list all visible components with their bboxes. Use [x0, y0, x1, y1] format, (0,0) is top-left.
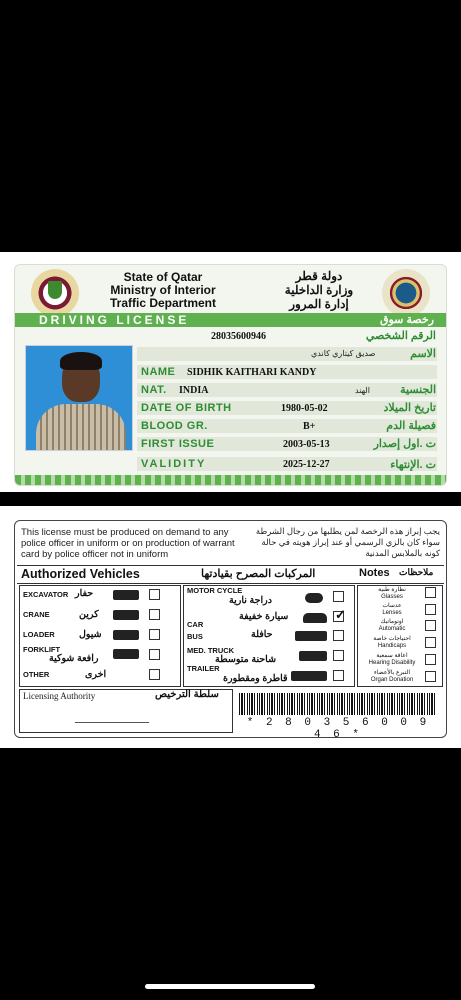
- bus-icon: [295, 631, 327, 641]
- license-number: 28035600946: [211, 331, 266, 342]
- vehicle-forklift: FORKLIFT: [23, 645, 61, 654]
- vehicle-crane-ar: كرين: [79, 609, 99, 620]
- vehicle-trailer-ar: قاطرة ومقطورة: [223, 673, 288, 684]
- barcode: [239, 693, 437, 715]
- driving-license-title: DRIVING LICENSE: [39, 313, 190, 327]
- checkbox-glasses: [425, 587, 436, 598]
- checkbox-other: [149, 669, 160, 680]
- note-glasses: نظارة طبية Glasses: [378, 587, 406, 600]
- qatar-ministry-emblem-icon: [31, 269, 79, 317]
- bottom-pattern: [15, 475, 446, 485]
- vehicle-motorcycle: MOTOR CYCLE: [187, 586, 243, 595]
- notice-arabic: يجب إبراز هذه الرخصة لمن يطلبها من رجال الشرطة سواء كان بالزي الرسمي أو عند إبراز هويته في حالة كونه بالملابس المدنية: [255, 526, 440, 558]
- vehicle-motorcycle-ar: دراجة نارية: [229, 595, 272, 606]
- vehicle-crane: CRANE: [23, 610, 50, 619]
- barcode-number: * 2 8 0 3 5 6 0 0 9 4 6 *: [246, 717, 430, 738]
- note-hearing: اعاقة سمعية Hearing Disability: [368, 653, 416, 666]
- vehicle-other-ar: اخرى: [85, 669, 107, 680]
- checkbox-handicaps: [425, 637, 436, 648]
- name-value: SIDHIK KAITHARI KANDY: [187, 367, 317, 378]
- car-icon: [303, 613, 327, 623]
- nationality-label-ar: الجنسية: [400, 384, 436, 396]
- checkbox-forklift: [149, 649, 160, 660]
- name-label: NAME: [141, 366, 176, 378]
- note-handicaps: احتياجات خاصة Handicaps: [373, 636, 411, 649]
- driving-license-bar: [15, 313, 446, 327]
- note-lenses: عدسات Lenses: [382, 603, 402, 616]
- checkbox-trailer: [333, 670, 344, 681]
- authorized-vehicles-title: Authorized Vehicles: [21, 567, 140, 581]
- vehicle-loader: LOADER: [23, 630, 55, 639]
- checkbox-crane: [149, 609, 160, 620]
- gcc-emblem-icon: [382, 269, 430, 317]
- vehicle-excavator: EXCAVATOR: [23, 590, 69, 599]
- checkbox-motorcycle: [333, 591, 344, 602]
- driving-license-title-ar: رخصة سوق: [379, 314, 434, 326]
- nationality-value: INDIA: [179, 385, 209, 396]
- license-front: [14, 264, 447, 486]
- validity-label: VALIDITY: [141, 458, 207, 470]
- authorized-vehicles-title-ar: المركبات المصرح بقيادتها: [201, 568, 316, 580]
- nationality-arabic: الهند: [355, 386, 370, 395]
- motorcycle-icon: [305, 593, 323, 603]
- vehicle-bus-ar: حافلة: [251, 629, 273, 640]
- checkbox-loader: [149, 629, 160, 640]
- notice-english: This license must be produced on demand to any police officer in uniform or on production of warrant card by police officer not in uniform: [21, 527, 235, 560]
- licensing-authority-label: Licensing Authority: [23, 691, 96, 701]
- vehicle-forklift-ar: رافعة شوكية: [49, 653, 99, 664]
- blood-group-value: B+: [303, 421, 316, 432]
- car-check-mark: ✓: [335, 607, 346, 622]
- dob-value: 1980-05-02: [281, 403, 328, 414]
- checkbox-hearing: [425, 654, 436, 665]
- checkbox-bus: [333, 630, 344, 641]
- truck-icon: [299, 651, 327, 661]
- note-automatic: اوتوماتيك Automatic: [378, 619, 406, 632]
- vehicle-med-truck-ar: شاحنة متوسطة: [215, 654, 277, 665]
- validity-value: 2025-12-27: [283, 459, 330, 470]
- authority-signature: [75, 705, 149, 723]
- personal-number-label-ar: الرقم الشخصي: [365, 330, 436, 342]
- nationality-label: NAT.: [141, 384, 167, 396]
- vehicle-car-ar: سيارة خفيفة: [239, 611, 289, 622]
- loader-icon: [113, 630, 139, 640]
- vehicle-trailer: TRAILER: [187, 664, 220, 673]
- checkbox-automatic: [425, 620, 436, 631]
- notes-title: Notes: [359, 567, 390, 579]
- trailer-icon: [291, 671, 327, 681]
- forklift-icon: [113, 649, 139, 659]
- checkbox-excavator: [149, 589, 160, 600]
- vehicle-car: CAR: [187, 620, 204, 629]
- name-label-ar: الاسم: [410, 348, 436, 360]
- blood-group-label: BLOOD GR.: [141, 420, 208, 432]
- holder-photo: [25, 345, 133, 451]
- excavator-icon: [113, 590, 139, 600]
- name-arabic: صديق كيتاري كاندي: [311, 349, 376, 358]
- note-organ-donation: التبرع بالأعضاء Organ Donation: [370, 670, 414, 683]
- validity-label-ar: ت .الإنتهاء: [390, 459, 436, 471]
- dob-label: DATE OF BIRTH: [141, 402, 232, 414]
- checkbox-med-truck: [333, 650, 344, 661]
- vehicle-excavator-ar: حفار: [75, 588, 94, 599]
- dob-label-ar: تاريخ الميلاد: [383, 402, 436, 414]
- header-english: State of Qatar Ministry of Interior Traffic Department: [109, 270, 217, 310]
- vehicle-loader-ar: شيول: [79, 629, 102, 640]
- crane-icon: [113, 610, 139, 620]
- vehicle-bus: BUS: [187, 632, 203, 641]
- first-issue-value: 2003-05-13: [283, 439, 330, 450]
- blood-group-label-ar: فصيلة الدم: [386, 420, 436, 432]
- vehicle-other: OTHER: [23, 670, 50, 679]
- license-back: [14, 520, 447, 738]
- checkbox-lenses: [425, 604, 436, 615]
- licensing-authority-label-ar: سلطة الترخيص: [155, 689, 219, 700]
- first-issue-label-ar: ت .اول إصدار: [373, 438, 436, 450]
- home-indicator[interactable]: [145, 984, 315, 989]
- header-arabic: دولة قطر وزارة الداخلية إدارة المرور: [284, 269, 354, 311]
- checkbox-organ-donation: [425, 671, 436, 682]
- vehicle-med-truck: MED. TRUCK: [187, 646, 235, 655]
- first-issue-label: FIRST ISSUE: [141, 438, 215, 450]
- notes-title-ar: ملاحظات: [399, 567, 434, 577]
